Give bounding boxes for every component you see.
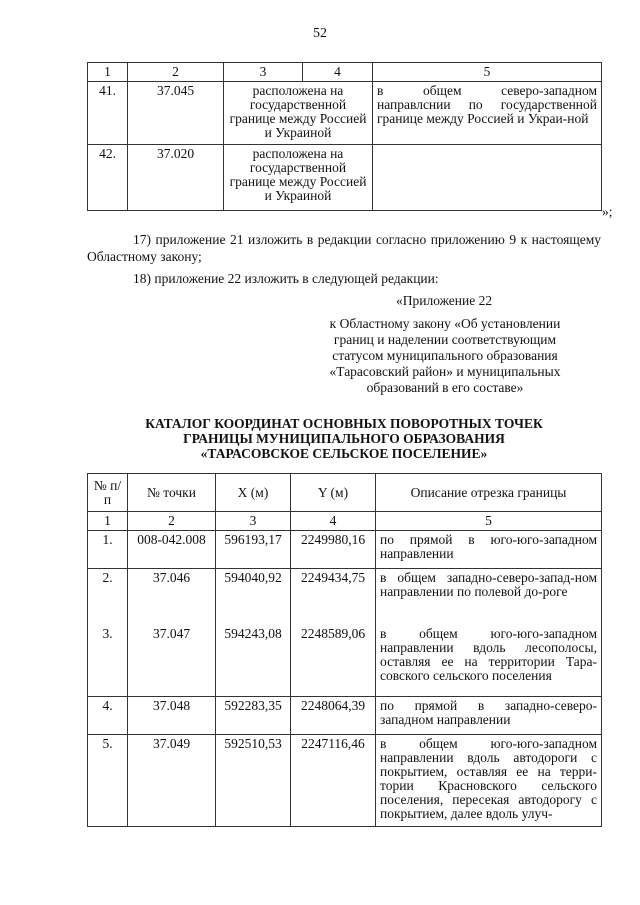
point-location: расположена на государственной границе между Россией и Украиной (224, 145, 373, 211)
segment-description: по прямой в западно-северо-западном направлении (376, 697, 602, 735)
col-header-point: № точки (128, 474, 216, 512)
col-number: 3 (216, 512, 291, 531)
coordinate-catalog-table (87, 473, 602, 827)
point-number: 37.020 (128, 145, 224, 211)
x-coordinate: 594040,92 (216, 569, 291, 625)
point-location: расположена на государственной границе между Россией и Украиной (224, 82, 373, 145)
x-coordinate: 594243,08 (216, 625, 291, 697)
point-number: 37.045 (128, 82, 224, 145)
col-number: 2 (128, 512, 216, 531)
point-number: 37.047 (128, 625, 216, 697)
table-row (88, 145, 602, 211)
segment-description: в общем юго-юго-западном направлении вдоль автодороги с покрытием, оставляя ее на терри-тории Красновского сельского поселения, пересекая автодорогу с покрытием, далее вдоль улуч- (376, 735, 602, 827)
row-number: 42. (88, 145, 128, 211)
x-coordinate: 592283,35 (216, 697, 291, 735)
catalog-heading (87, 416, 601, 461)
catalog-heading-line: ГРАНИЦЫ МУНИЦИПАЛЬНОГО ОБРАЗОВАНИЯ (183, 431, 505, 446)
row-number: 4. (88, 697, 128, 735)
point-number: 37.049 (128, 735, 216, 827)
x-coordinate: 596193,17 (216, 531, 291, 569)
x-coordinate: 592510,53 (216, 735, 291, 827)
col-number: 4 (291, 512, 376, 531)
col-header-y: Y (м) (291, 474, 376, 512)
table-row (88, 569, 602, 625)
y-coordinate: 2247116,46 (291, 735, 376, 827)
col-number: 1 (88, 512, 128, 531)
row-number: 41. (88, 82, 128, 145)
row-number: 1. (88, 531, 128, 569)
table-header-row (88, 474, 602, 512)
col-header-row-number: № п/п (88, 474, 128, 512)
page-number: 52 (313, 26, 327, 41)
amendment-item-17: 17) приложение 21 изложить в редакции согласно приложению 9 к настоящему Областному закону; (87, 232, 601, 264)
boundary-table-continuation (87, 62, 602, 211)
segment-description: по прямой в юго-юго-западном направлении (376, 531, 602, 569)
catalog-heading-line: КАТАЛОГ КООРДИНАТ ОСНОВНЫХ ПОВОРОТНЫХ ТОЧЕК (145, 416, 543, 431)
col-header-description: Описание отрезка границы (376, 474, 602, 512)
y-coordinate: 2248064,39 (291, 697, 376, 735)
col-header-x: X (м) (216, 474, 291, 512)
amendment-item-18: 18) приложение 22 изложить в следующей редакции: (133, 271, 439, 286)
segment-description: в общем северо-западном направлснии по государственной границе между Россией и Украи-ной (373, 82, 602, 145)
col-number: 1 (88, 63, 128, 82)
table-row (88, 82, 602, 145)
table-column-numbers (88, 63, 602, 82)
closing-quote: »; (602, 204, 613, 219)
appendix-title: «Приложение 22 (396, 293, 493, 308)
segment-description (373, 145, 602, 211)
row-number: 2. (88, 569, 128, 625)
point-number: 37.048 (128, 697, 216, 735)
col-number: 3 (224, 63, 303, 82)
table-row (88, 531, 602, 569)
segment-description: в общем юго-юго-западном направлении вдоль лесополосы, оставляя ее на территории Тара-совского сельского поселения (376, 625, 602, 697)
col-number: 5 (376, 512, 602, 531)
table-row (88, 735, 602, 827)
col-number: 2 (128, 63, 224, 82)
table-row (88, 625, 602, 697)
point-number: 008-042.008 (128, 531, 216, 569)
y-coordinate: 2248589,06 (291, 625, 376, 697)
segment-description: в общем западно-северо-запад-ном направлении по полевой до-роге (376, 569, 602, 625)
y-coordinate: 2249980,16 (291, 531, 376, 569)
catalog-heading-line: «ТАРАСОВСКОЕ СЕЛЬСКОЕ ПОСЕЛЕНИЕ» (200, 446, 488, 461)
table-row (88, 697, 602, 735)
col-number: 4 (303, 63, 373, 82)
row-number: 3. (88, 625, 128, 697)
row-number: 5. (88, 735, 128, 827)
table-column-numbers (88, 512, 602, 531)
y-coordinate: 2249434,75 (291, 569, 376, 625)
appendix-law-reference: к Областному закону «Об установлении границ и наделении соответствующим статусом муниципального образования «Тарасовский район» и муниципальных образований в его составе» (329, 316, 561, 395)
col-number: 5 (373, 63, 602, 82)
point-number: 37.046 (128, 569, 216, 625)
